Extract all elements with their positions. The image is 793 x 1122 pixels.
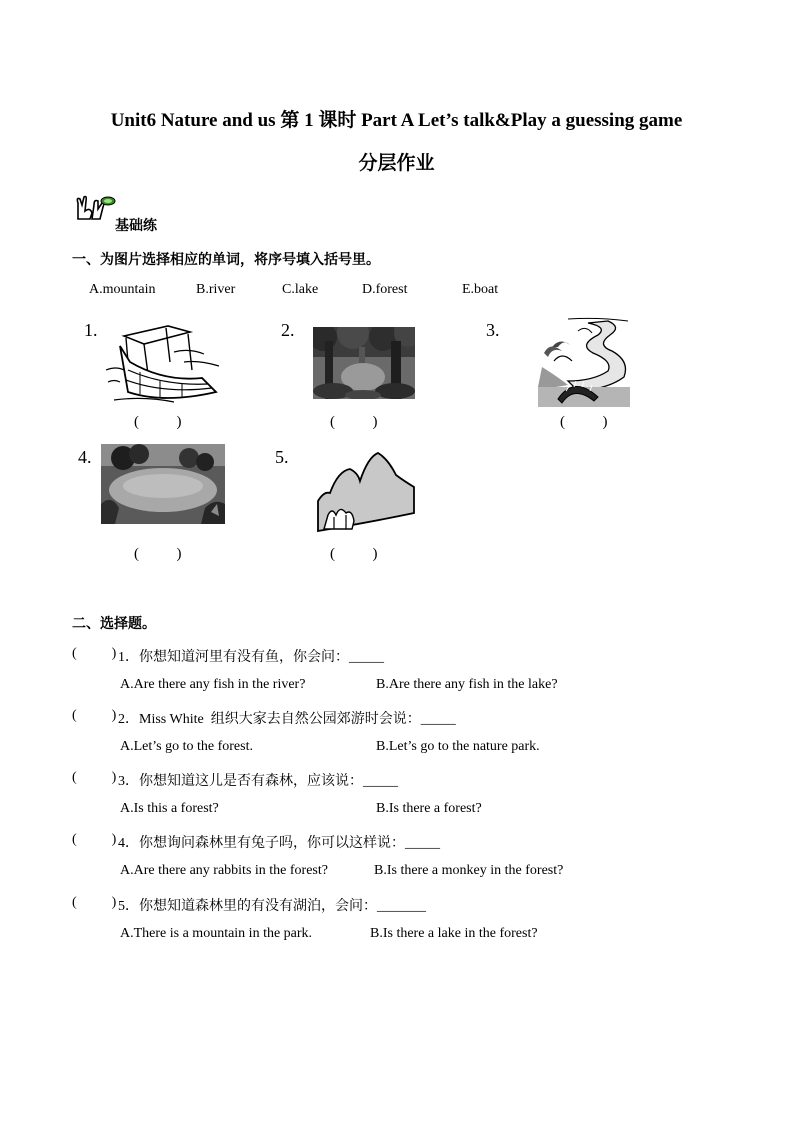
option-a: A.mountain bbox=[89, 282, 156, 297]
item-number-4: 4. bbox=[78, 447, 92, 467]
answer-blank-3[interactable]: ( ) bbox=[560, 414, 608, 430]
question-2-option-a: A.Let’s go to the forest. bbox=[120, 739, 253, 754]
forest-picture bbox=[313, 327, 415, 399]
question-1-stem: 1．你想知道河里有没有鱼，你会问：_____ bbox=[118, 650, 384, 665]
question-2-option-b: B.Let’s go to the nature park. bbox=[376, 739, 540, 754]
answer-blank-1[interactable]: ( ) bbox=[134, 414, 182, 430]
answer-blank-4[interactable]: ( ) bbox=[134, 546, 182, 562]
section1-heading: 一、为图片选择相应的单词，将序号填入括号里。 bbox=[72, 253, 380, 268]
item-number-5: 5. bbox=[275, 447, 289, 467]
question-1-option-b: B.Are there any fish in the lake? bbox=[376, 677, 558, 692]
answer-blank-2[interactable]: ( ) bbox=[330, 414, 378, 430]
river-picture bbox=[538, 317, 630, 407]
item-number-3: 3. bbox=[486, 320, 500, 340]
question-2-answer-paren[interactable]: ( ) bbox=[72, 708, 117, 723]
level-label: 基础练 bbox=[115, 219, 157, 234]
lake-picture bbox=[101, 444, 225, 524]
question-4-answer-paren[interactable]: ( ) bbox=[72, 832, 117, 847]
section2-heading: 二、选择题。 bbox=[72, 617, 156, 632]
question-5-answer-paren[interactable]: ( ) bbox=[72, 895, 117, 910]
page-title: Unit6 Nature and us 第 1 课时 Part A Let’s talk&Play a guessing game bbox=[110, 110, 683, 131]
mountain-picture bbox=[316, 451, 416, 535]
option-e: E.boat bbox=[462, 282, 499, 297]
answer-blank-5[interactable]: ( ) bbox=[330, 546, 378, 562]
question-5-stem: 5．你想知道森林里的有没有湖泊，会问：_______ bbox=[118, 899, 426, 914]
question-2-stem: 2．Miss White 组织大家去自然公园郊游时会说：_____ bbox=[118, 712, 456, 727]
boat-picture bbox=[104, 322, 222, 404]
question-3-option-a: A.Is this a forest? bbox=[120, 801, 219, 816]
question-4-stem: 4．你想询问森林里有兔子吗，你可以这样说：_____ bbox=[118, 836, 440, 851]
option-d: D.forest bbox=[362, 282, 408, 297]
option-c: C.lake bbox=[282, 282, 319, 297]
question-3-stem: 3．你想知道这儿是否有森林，应该说：_____ bbox=[118, 774, 398, 789]
question-4-option-b: B.Is there a monkey in the forest? bbox=[374, 863, 564, 878]
item-number-2: 2. bbox=[281, 320, 295, 340]
option-b: B.river bbox=[196, 282, 236, 297]
item-number-1: 1. bbox=[84, 320, 98, 340]
question-3-option-b: B.Is there a forest? bbox=[376, 801, 482, 816]
question-1-answer-paren[interactable]: ( ) bbox=[72, 646, 117, 661]
question-3-answer-paren[interactable]: ( ) bbox=[72, 770, 117, 785]
question-5-option-b: B.Is there a lake in the forest? bbox=[370, 926, 538, 941]
question-4-option-a: A.Are there any rabbits in the forest? bbox=[120, 863, 328, 878]
page-subtitle: 分层作业 bbox=[358, 153, 435, 174]
rabbit-badge-icon bbox=[72, 193, 116, 223]
question-5-option-a: A.There is a mountain in the park. bbox=[120, 926, 313, 941]
question-1-option-a: A.Are there any fish in the river? bbox=[120, 677, 306, 692]
